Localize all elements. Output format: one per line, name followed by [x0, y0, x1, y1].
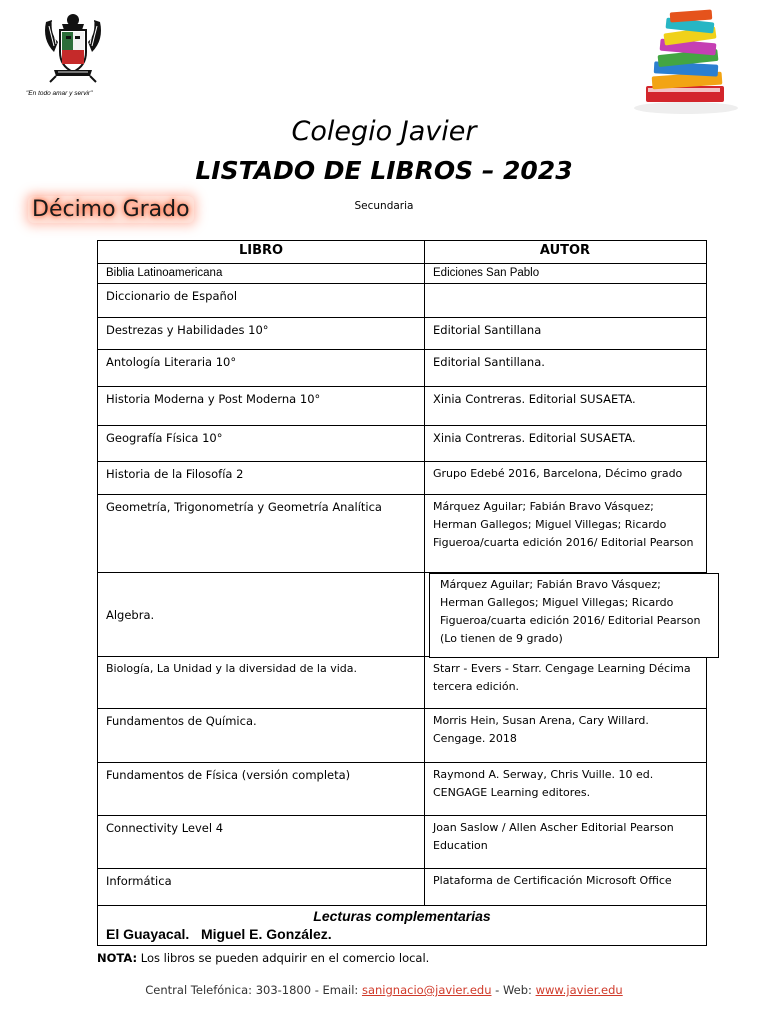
table-row	[98, 350, 706, 387]
footer-phone: Central Telefónica: 303-1800 - Email:	[145, 983, 362, 997]
note-text: Los libros se pueden adquirir en el comercio local.	[137, 951, 430, 965]
book-title: Algebra.	[98, 573, 425, 656]
book-title: Fundamentos de Química.	[98, 709, 425, 762]
book-author: Plataforma de Certificación Microsoft Office	[433, 874, 672, 887]
book-author-cell	[425, 573, 705, 656]
footer-contact	[0, 983, 768, 997]
books-stack-icon	[630, 8, 742, 116]
book-author: Morris Hein, Susan Arena, Cary Willard. Cengage. 2018	[433, 714, 649, 745]
header-autor: AUTOR	[539, 243, 591, 258]
book-title: Destrezas y Habilidades 10°	[98, 318, 425, 349]
table-row	[98, 573, 706, 657]
book-author: Xinia Contreras. Editorial SUSAETA.	[433, 392, 636, 406]
lecturas-title: Lecturas complementarias	[313, 908, 491, 924]
book-author: Joan Saslow / Allen Ascher Editorial Pearson Education	[433, 821, 674, 852]
header-libro: LIBRO	[98, 241, 425, 263]
table-row	[98, 816, 706, 869]
table-header-row	[98, 241, 706, 264]
book-title: Biología, La Unidad y la diversidad de la vida.	[98, 657, 425, 708]
table-row	[98, 426, 706, 462]
table-row	[98, 318, 706, 350]
email-link[interactable]: sanignacio@javier.edu	[361, 983, 492, 997]
section-label: Secundaria	[354, 200, 414, 212]
book-author: Márquez Aguilar; Fabián Bravo Vásquez; Herman Gallegos; Miguel Villegas; Ricardo Figueroa/cuarta edición 2016/ Editorial Pearson (Lo tienen de 9 grado)	[429, 573, 719, 658]
footer-web-label: - Web:	[491, 983, 536, 997]
table-row	[98, 869, 706, 906]
book-author: Xinia Contreras. Editorial SUSAETA.	[433, 431, 636, 445]
books-table	[97, 240, 707, 946]
table-row	[98, 763, 706, 816]
school-motto: "En todo amar y servir"	[26, 90, 93, 97]
page-title: LISTADO DE LIBROS – 2023	[195, 156, 573, 185]
book-title: Connectivity Level 4	[98, 816, 425, 868]
book-author: Editorial Santillana	[433, 323, 542, 337]
book-author: Ediciones San Pablo	[433, 267, 540, 279]
table-row	[98, 284, 706, 318]
table-row	[98, 495, 706, 573]
book-author: Márquez Aguilar; Fabián Bravo Vásquez; Herman Gallegos; Miguel Villegas; Ricardo Figueroa/cuarta edición 2016/ Editorial Pearson	[433, 500, 694, 549]
book-author: Grupo Edebé 2016, Barcelona, Décimo grado	[433, 467, 683, 480]
note-label: NOTA:	[97, 951, 138, 965]
book-title: Biblia Latinoamericana	[98, 264, 425, 283]
book-title: Antología Literaria 10°	[98, 350, 425, 386]
book-author: Raymond A. Serway, Chris Vuille. 10 ed. CENGAGE Learning editores.	[433, 768, 654, 799]
lecturas-section	[98, 906, 706, 945]
table-row	[98, 657, 706, 709]
book-author: Starr - Evers - Starr. Cengage Learning Décima tercera edición.	[433, 662, 691, 693]
school-crest-icon	[40, 12, 106, 84]
table-row	[98, 462, 706, 495]
book-title: Historia de la Filosofía 2	[98, 462, 425, 494]
web-link[interactable]: www.javier.edu	[535, 983, 623, 997]
book-title: Historia Moderna y Post Moderna 10°	[98, 387, 425, 425]
book-author	[425, 284, 705, 317]
book-title: Fundamentos de Física (versión completa)	[98, 763, 425, 815]
table-row	[98, 387, 706, 426]
book-title: Geometría, Trigonometría y Geometría Analítica	[98, 495, 425, 572]
school-name: Colegio Javier	[291, 116, 477, 147]
lecturas-body: El Guayacal. Miguel E. González.	[106, 926, 332, 942]
book-title: Diccionario de Español	[98, 284, 425, 317]
table-row	[98, 264, 706, 284]
note	[97, 951, 429, 965]
grade-label: Décimo Grado	[28, 196, 194, 223]
table-row	[98, 709, 706, 763]
book-title: Geografía Física 10°	[98, 426, 425, 461]
book-title: Informática	[98, 869, 425, 905]
book-author: Editorial Santillana.	[433, 355, 545, 369]
